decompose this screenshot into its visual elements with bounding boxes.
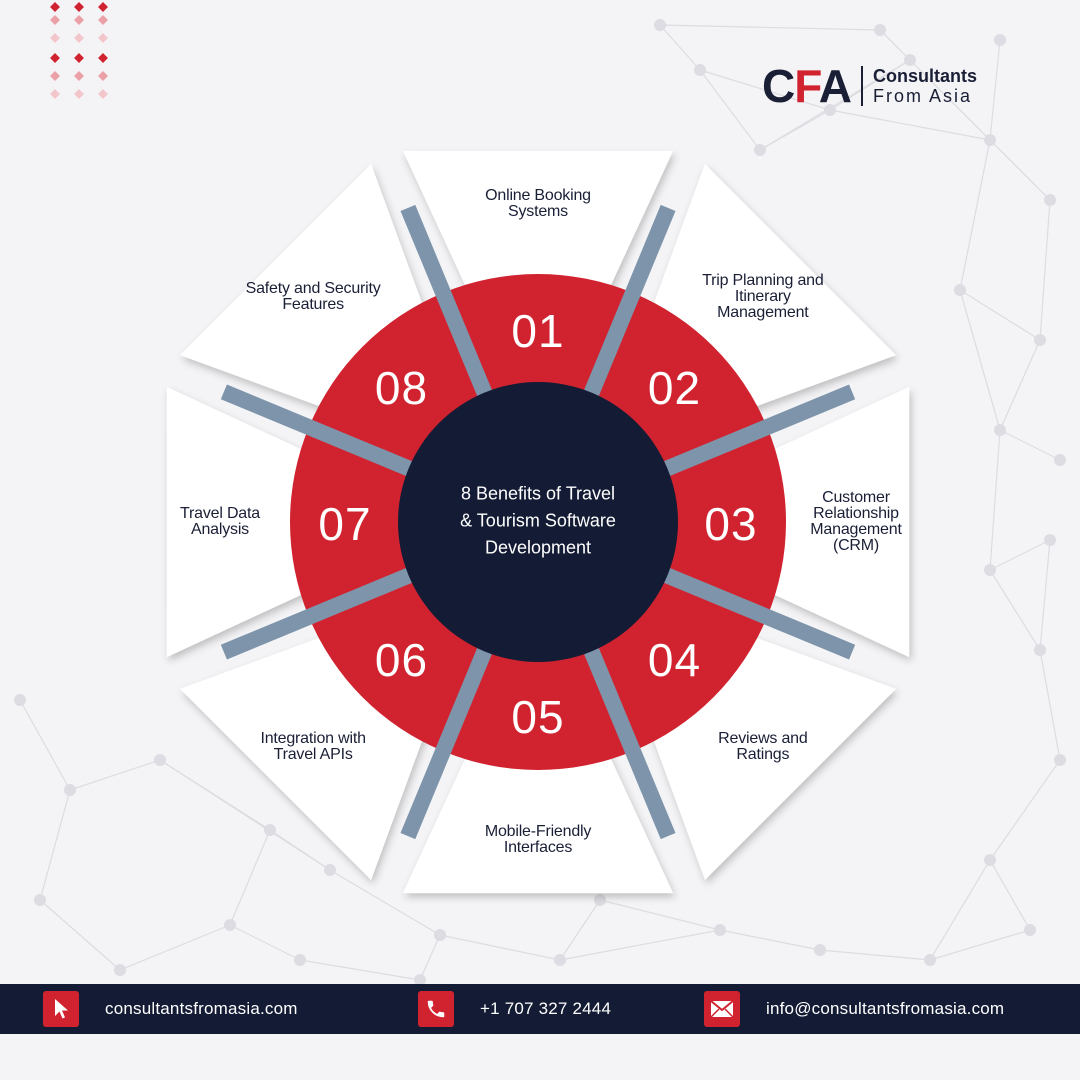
decorative-dot — [50, 2, 60, 12]
decorative-dot — [50, 33, 60, 43]
network-link — [990, 760, 1060, 860]
network-link — [660, 25, 880, 30]
network-link — [230, 830, 270, 925]
network-node — [1034, 334, 1046, 346]
network-node — [434, 929, 446, 941]
footer-email[interactable] — [704, 984, 1004, 1034]
decorative-dot — [74, 53, 84, 63]
network-node — [954, 284, 966, 296]
segment-number-02: 02 — [647, 361, 702, 414]
email-text[interactable]: info@consultantsfromasia.com — [766, 999, 1005, 1018]
decorative-dot — [50, 53, 60, 63]
logo-mark: CFA — [762, 60, 852, 112]
phone-text[interactable]: +1 707 327 2444 — [480, 999, 612, 1018]
network-link — [440, 935, 560, 960]
segment-number-03: 03 — [704, 498, 758, 550]
decorative-dot-grid — [50, 2, 108, 99]
network-link — [990, 570, 1040, 650]
network-link — [960, 140, 990, 290]
network-link — [990, 140, 1050, 200]
cursor-icon — [43, 991, 79, 1027]
network-node — [554, 954, 566, 966]
network-node — [984, 854, 996, 866]
network-link — [880, 30, 910, 60]
website-text[interactable]: consultantsfromasia.com — [105, 999, 298, 1018]
network-node — [224, 919, 236, 931]
network-node — [654, 19, 666, 31]
network-node — [814, 944, 826, 956]
network-link — [420, 935, 440, 980]
decorative-dot — [74, 71, 84, 81]
footer-phone[interactable] — [418, 984, 611, 1034]
network-node — [294, 954, 306, 966]
network-node — [714, 924, 726, 936]
network-link — [820, 950, 930, 960]
network-node — [324, 864, 336, 876]
network-node — [1054, 754, 1066, 766]
segment-number-06: 06 — [374, 634, 429, 687]
network-link — [990, 40, 1000, 140]
decorative-dot — [74, 33, 84, 43]
network-node — [924, 954, 936, 966]
decorative-dot — [74, 2, 84, 12]
network-node — [264, 824, 276, 836]
network-node — [114, 964, 126, 976]
network-link — [990, 540, 1050, 570]
decorative-dot — [98, 2, 108, 12]
segment-number-01: 01 — [511, 305, 565, 357]
network-link — [40, 900, 120, 970]
segment-label-07: Travel Data Analysis — [180, 505, 260, 538]
decorative-dot — [50, 89, 60, 99]
network-link — [70, 760, 160, 790]
decorative-dot — [98, 33, 108, 43]
network-node — [1044, 194, 1056, 206]
segment-number-07: 07 — [318, 498, 372, 550]
decorative-dot — [74, 89, 84, 99]
network-node — [594, 894, 606, 906]
network-node — [754, 144, 766, 156]
network-link — [660, 25, 700, 70]
network-link — [1000, 340, 1040, 430]
network-node — [1034, 644, 1046, 656]
network-link — [1000, 430, 1060, 460]
logo-line-2: From Asia — [873, 86, 973, 106]
network-link — [1040, 200, 1050, 340]
network-link — [600, 900, 720, 930]
logo-text — [873, 66, 977, 106]
network-node — [984, 564, 996, 576]
decorative-dot — [50, 15, 60, 25]
envelope-icon — [704, 991, 740, 1027]
logo-line-1: Consultants — [873, 66, 978, 86]
network-link — [720, 930, 820, 950]
decorative-dot — [98, 71, 108, 81]
decorative-dot — [98, 89, 108, 99]
network-node — [64, 784, 76, 796]
segment-number-04: 04 — [647, 634, 702, 687]
network-link — [830, 110, 990, 140]
segment-number-05: 05 — [511, 691, 565, 743]
center-title: 8 Benefits of Travel & Tourism Software Development — [460, 483, 616, 558]
segment-label-08: Safety and Security Features — [245, 280, 381, 314]
network-node — [994, 424, 1006, 436]
network-node — [874, 24, 886, 36]
network-node — [154, 754, 166, 766]
network-node — [984, 134, 996, 146]
company-logo — [762, 60, 978, 112]
decorative-dot — [50, 71, 60, 81]
network-link — [120, 925, 230, 970]
segment-number-08: 08 — [374, 361, 429, 414]
decorative-dot — [98, 53, 108, 63]
network-node — [694, 64, 706, 76]
network-node — [994, 34, 1006, 46]
network-node — [1044, 534, 1056, 546]
network-link — [560, 900, 600, 960]
network-link — [40, 790, 70, 900]
network-node — [1024, 924, 1036, 936]
network-link — [560, 930, 720, 960]
decorative-dot — [74, 15, 84, 25]
network-link — [300, 960, 420, 980]
segment-label-06: Integration with Travel APIs — [260, 729, 366, 763]
logo-separator — [861, 66, 863, 106]
footer-website[interactable] — [43, 984, 298, 1034]
network-link — [1040, 650, 1060, 760]
network-link — [20, 700, 70, 790]
network-link — [1040, 540, 1050, 650]
segment-label-01: Online Booking Systems — [485, 187, 591, 220]
segment-label-04: Reviews and Ratings — [718, 729, 808, 763]
network-link — [700, 70, 760, 150]
network-node — [34, 894, 46, 906]
footer-bar — [0, 984, 1080, 1034]
network-node — [14, 694, 26, 706]
network-link — [990, 860, 1030, 930]
network-node — [1054, 454, 1066, 466]
decorative-dot — [98, 15, 108, 25]
network-link — [230, 925, 300, 960]
segment-label-05: Mobile-Friendly Interfaces — [484, 823, 592, 856]
phone-icon — [418, 991, 454, 1027]
segment-label-03: Customer Relationship Management (CRM) — [810, 489, 902, 554]
network-link — [990, 430, 1000, 570]
segment-label-02: Trip Planning and Itinerary Management — [702, 272, 824, 322]
